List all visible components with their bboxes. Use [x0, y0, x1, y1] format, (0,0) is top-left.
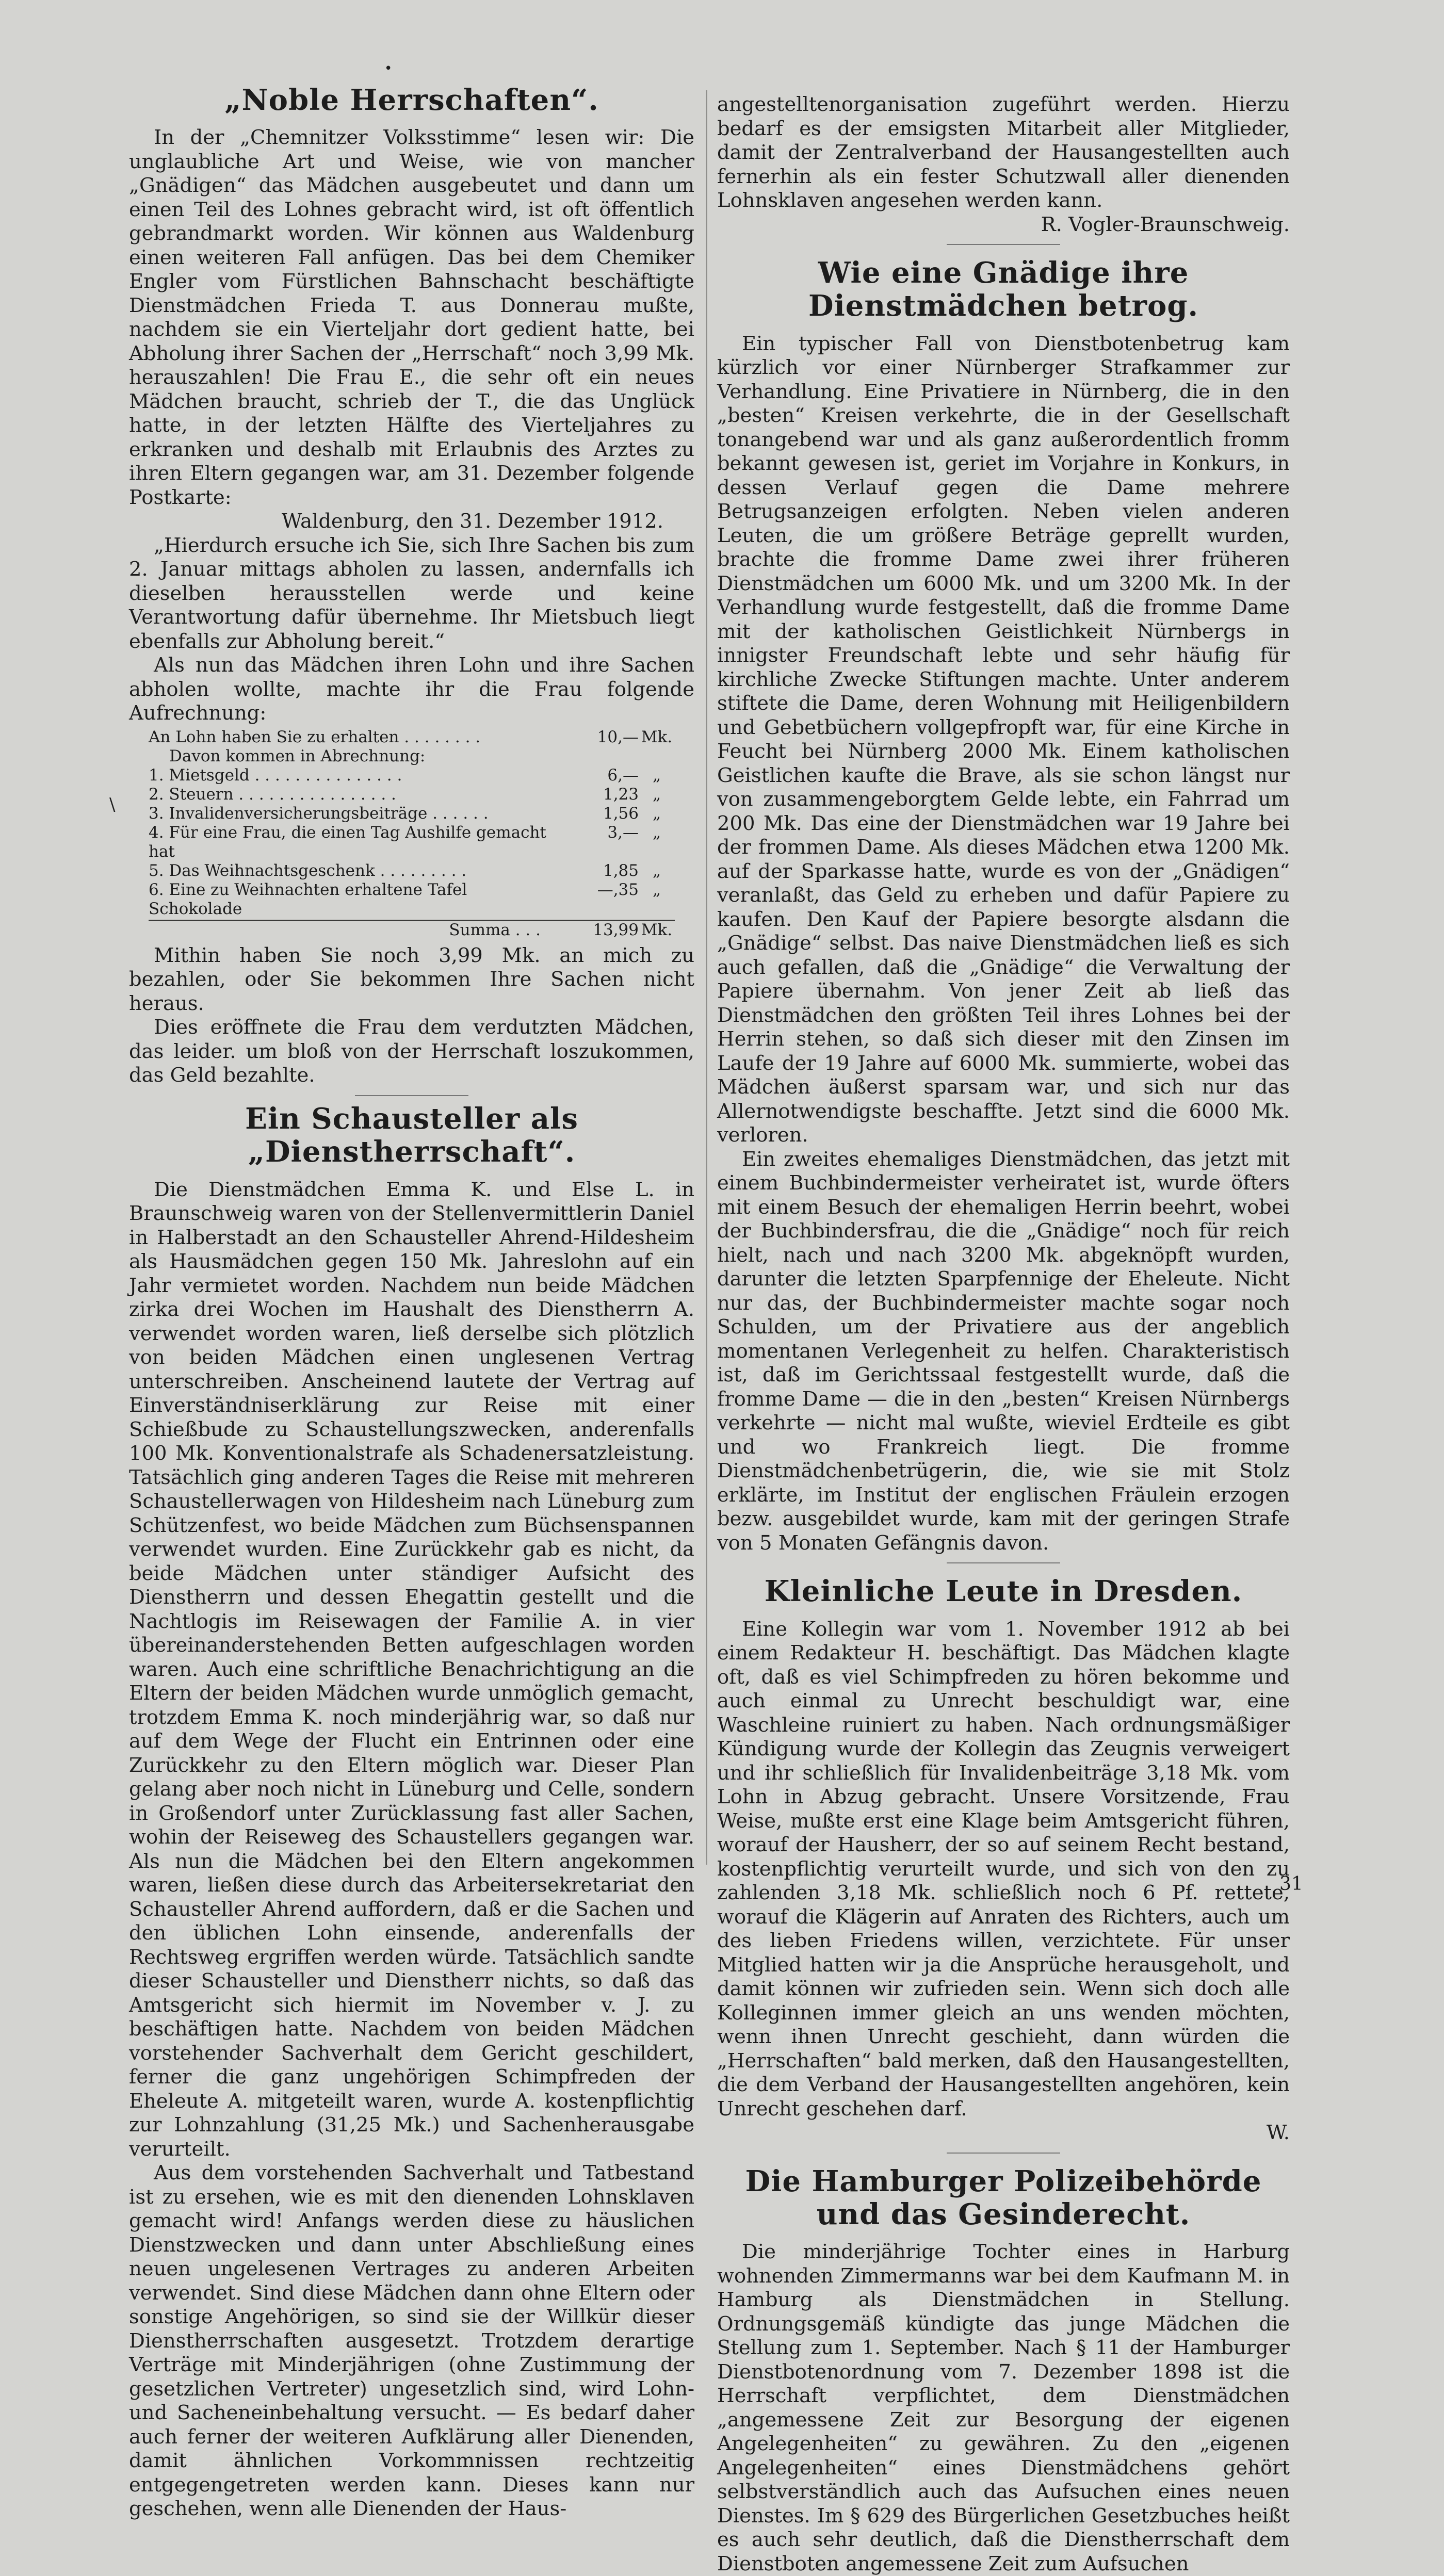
calculation-table — [149, 728, 675, 940]
article-separator — [355, 1095, 468, 1096]
article-title: Ein Schausteller als „Dienstherrschaft“. — [245, 1101, 578, 1169]
paragraph: Ein typischer Fall von Dienstbotenbetrug kam kürzlich vor einer Nürnberger Strafkammer zur Verhandlung. Eine Privatiere in Nürnberg, die in den „besten“ Kreisen verkehrte, die in der Gesellschaft tonangebend war und als ganz außerordentlich fromm bekannt gewesen ist, geriet im Vorjahre in Konkurs, in dessen Verlauf gegen die Dame mehrere Betrugsanzeigen erfolgten. Neben vielen anderen Leuten, die um größere Beträge geprellt wurden, brachte die fromme Dame zwei ihrer früheren Dienstmädchen um 6000 Mk. und um 3200 Mk. In der Verhandlung wurde festgestellt, daß die fromme Dame mit der katholischen Geistlichkeit Nürnbergs in innigster Freundschaft lebte und sehr häufig für kirchliche Zwecke Stiftungen machte. Unter anderem stiftete die Dame, deren Wohnung mit Heiligenbildern und Gebetbüchern vollgepfropft war, für eine Kirche in Feucht bei Nürnberg 2000 Mk. Einem katholischen Geistlichen kaufte die Brave, als sie schon längst nur von zusammengeborgtem Gelde lebte, ein Fahrrad um 200 Mk. Das eine der Dienstmädchen war 19 Jahre bei der frommen Dame. Als dieses Mädchen etwa 1200 Mk. auf der Sparkasse hatte, wurde es von der „Gnädigen“ veranlaßt, das Geld zu erheben und dafür Papiere zu kaufen. Den Kauf der Papiere besorgte alsdann die „Gnädige“ selbst. Das naive Dienstmädchen ließ es sich auch gefallen, daß die „Gnädige“ die Verwaltung der Papiere übernahm. Von jener Zeit ab ließ das Dienstmädchen den größten Teil ihres Lohnes bei der Herrin stehen, so daß sich dieser mit den Zinsen im Laufe der 19 Jahre auf 6000 Mk. summierte, wobei das Mädchen äußerst sparsam war, und sich nur das Allernotwendigste beschaffte. Jetzt sind die 6000 Mk. verloren. — [717, 332, 1290, 1147]
paragraph: Als nun das Mädchen ihren Lohn und ihre Sachen abholen wollte, machte ihr die Frau folgende Aufrechnung: — [129, 654, 694, 725]
table-row: An Lohn haben Sie zu erhalten . . . . . . . . 10,— Mk. — [149, 727, 673, 746]
article-hamburg — [717, 2165, 1290, 2576]
table-row: 5. Das Weihnachtsgeschenk . . . . . . . . . 1,85 „ — [149, 861, 661, 880]
author-signature: R. Vogler-Braunschweig. — [1041, 213, 1290, 236]
postcard-text: „Hierdurch ersuche ich Sie, sich Ihre Sachen bis zum 2. Januar mittags abholen zu lassen, andernfalls ich dieselben herausstellen werde und keine Verantwortung dafür übernehme. Ihr Mietsbuch liegt ebenfalls zur Abholung bereit.“ — [129, 533, 694, 653]
column-divider — [706, 90, 707, 1865]
table-row: 2. Steuern . . . . . . . . . . . . . . . . 1,23 „ — [149, 785, 661, 804]
ornament-mark: • — [384, 61, 393, 76]
table-row: 3. Invalidenversicherungsbeiträge . . . . . . 1,56 „ — [149, 804, 661, 823]
article-dresden — [717, 1575, 1290, 2145]
article-continuation — [717, 93, 1290, 237]
article-title: „Noble Herrschaften“. — [224, 83, 599, 117]
left-column — [129, 77, 694, 2521]
table-row: 6. Eine zu Weihnachten erhaltene Tafel Schokolade —,35 „ — [149, 880, 661, 918]
author-signature: W. — [1266, 2121, 1290, 2145]
paragraph: In der „Chemnitzer Volksstimme“ lesen wir: Die unglaubliche Art und Weise, wie von mancher „Gnädigen“ das Mädchen ausgebeutet und dann um einen Teil des Lohnes gebracht wird, ist oft öffentlich gebrandmarkt worden. Wir können aus Waldenburg einen weiteren Fall anfügen. Das bei dem Chemiker Engler vom Fürstlichen Bahnschacht beschäftigte Dienstmädchen Frieda T. aus Donnerau mußte, nachdem sie ein Vierteljahr dort gedient hatte, bei Abholung ihrer Sachen der „Herrschaft“ noch 3,99 Mk. herauszahlen! Die Frau E., die sehr oft ein neues Mädchen braucht, schrieb der T., die das Unglück hatte, in der letzten Hälfte des Vierteljahres zu erkranken und deshalb mit Erlaubnis des Arztes zu ihren Eltern gegangen war, am 31. Dezember folgende Postkarte: — [129, 126, 694, 509]
table-row: Davon kommen in Abrechnung: — [169, 746, 426, 765]
table-row: 1. Mietsgeld . . . . . . . . . . . . . . . 6,— „ — [149, 765, 661, 785]
article-separator — [947, 1562, 1060, 1563]
paragraph: Die minderjährige Tochter eines in Harburg wohnenden Zimmermanns war bei dem Kaufmann M. in Hamburg als Dienstmädchen in Stellung. Ordnungsgemäß kündigte das junge Mädchen die Stellung zum 1. September. Nach § 11 der Hamburger Dienstbotenordnung vom 7. Dezember 1898 ist die Herrschaft verpflichtet, dem Dienstmädchen „angemessene Zeit zur Besorgung der eigenen Angelegenheiten“ zu gewähren. Zu den „eigenen Angelegenheiten“ eines Dienstmädchens gehört selbstverständlich auch das Aufsuchen eines neuen Dienstes. Im § 629 des Bürgerlichen Gesetzbuches heißt es auch sehr deutlich, daß die Dienstherrschaft dem Dienstboten angemessene Zeit zum Aufsuchen — [717, 2240, 1290, 2575]
article-title: Wie eine Gnädige ihre Dienstmädchen betrog. — [808, 256, 1199, 323]
postcard-dateline: Waldenburg, den 31. Dezember 1912. — [281, 510, 663, 533]
article-title: Kleinliche Leute in Dresden. — [764, 1574, 1243, 1609]
article-title: Die Hamburger Polizeibehörde und das Gesinderecht. — [745, 2164, 1262, 2232]
paragraph: angestelltenorganisation zugeführt werden. Hierzu bedarf es der emsigsten Mitarbeit aller Mitglieder, damit der Zentralverband der Hausangestellten auch fernerhin als ein fester Schutzwall aller dienenden Lohnsklaven angesehen werden kann. — [717, 93, 1290, 212]
paragraph: Ein zweites ehemaliges Dienstmädchen, das jetzt mit einem Buchbindermeister verheiratet ist, wurde öfters mit einem Besuch der ehemaligen Herrin beehrt, wobei der Buchbindersfrau, die die „Gnädige“ noch für reich hielt, nach und nach 3200 Mk. abgeknöpft wurden, darunter die letzten Sparpfennige der Eheleute. Nicht nur das, der Buchbindermeister machte sogar noch Schulden, um der Privatiere aus der angeblich momentanen Verlegenheit zu helfen. Charakteristisch ist, daß im Gerichtssaal festgestellt wurde, daß die fromme Dame — die in den „besten“ Kreisen Nürnbergs verkehrte — nicht mal wußte, wieviel Erdteile es gibt und wo Frankreich liegt. Die fromme Dienstmädchenbetrügerin, die, wie sie mit Stolz erklärte, im Institut der englischen Fräulein erzogen bezw. ausgebildet wurde, kam mit der geringen Strafe von 5 Monaten Gefängnis davon. — [717, 1147, 1290, 1555]
paragraph: Eine Kollegin war vom 1. November 1912 ab bei einem Redakteur H. beschäftigt. Das Mädchen klagte oft, daß es viel Schimpfreden zu hören bekomme und auch einmal zu Unrecht beschuldigt war, eine Waschleine ruiniert zu haben. Nach ordnungsmäßiger Kündigung wurde der Kollegin das Zeugnis verweigert und ihr schließlich für Invalidenbeiträge 3,18 Mk. vom Lohn in Abzug gebracht. Unsere Vorsitzende, Frau Weise, mußte erst eine Klage beim Amtsgericht führen, worauf der Hausherr, der so auf seinem Recht bestand, kostenpflichtig verurteilt wurde, und sich von den zu zahlenden 3,18 Mk. schließlich noch 6 Pf. rettete, worauf die Klägerin auf Anraten des Richters, auch um des lieben Friedens willen, verzichtete. Für unser Mitglied hatten wir ja die Ansprüche herausgeholt, und damit können wir zufrieden sein. Wenn sich doch alle Kolleginnen immer gleich an uns wenden möchten, wenn ihnen Unrecht geschieht, dann würden die „Herrschaften“ bald merken, daß den Hausangestellten, die dem Verband der Hausangestellten angehören, kein Unrecht geschehen darf. — [717, 1617, 1290, 2121]
article-separator — [947, 2153, 1060, 2154]
paragraph: Mithin haben Sie noch 3,99 Mk. an mich zu bezahlen, oder Sie bekommen Ihre Sachen nicht heraus. — [129, 943, 694, 1015]
paragraph: Aus dem vorstehenden Sachverhalt und Tatbestand ist zu ersehen, wie es mit den dienenden Lohnsklaven gemacht wird! Anfangs werden diese zu häuslichen Dienstzwecken und dann unter Abschließung eines neuen ungelesenen Vertrages zu anderen Arbeiten verwendet. Sind diese Mädchen dann ohne Eltern oder sonstige Angehörigen, so sind sie der Willkür dieser Dienstherrschaften ausgesetzt. Trotzdem derartige Verträge mit Minderjährigen (ohne Zustimmung der gesetzlichen Vertreter) ungesetzlich sind, wird Lohn- und Sacheneinbehaltung versucht. — Es bedarf daher auch ferner der weiteren Aufklärung aller Dienenden, damit ähnlichen Vorkommnissen rechtzeitig entgegengetreten werden kann. Dieses kann nur geschehen, wenn alle Dienenden der Haus- — [129, 2161, 694, 2521]
table-row: 4. Für eine Frau, die einen Tag Aushilfe gemacht hat 3,— „ — [149, 823, 661, 861]
article-noble-herrschaften — [129, 84, 694, 1088]
right-column — [717, 93, 1290, 2576]
article-gnaedige — [717, 256, 1290, 1555]
table-sum-row: Summa . . . 13,99 Mk. — [149, 920, 675, 940]
article-separator — [947, 244, 1060, 245]
page-number: 31 — [1279, 1873, 1303, 1895]
paragraph: Die Dienstmädchen Emma K. und Else L. in Braunschweig waren von der Stellenvermittlerin Daniel in Halberstadt an den Schausteller Ahrend-Hildesheim als Hausmädchen gegen 150 Mk. Jahreslohn auf ein Jahr vermietet worden. Nachdem nun beide Mädchen zirka drei Wochen im Haushalt des Dienstherrn A. verwendet worden waren, ließ derselbe sich plötzlich von beiden Mädchen einen unglesenen Vertrag unterschreiben. Anscheinend lautete der Vertrag auf Einverständniserklärung zur Reise mit einer Schießbude zu Schaustellungszwecken, anderenfalls 100 Mk. Konventionalstrafe als Schadenersatzleistung. Tatsächlich ging anderen Tages die Reise mit mehreren Schaustellerwagen von Hildesheim nach Lüneburg zum Schützenfest, wo beide Mädchen zum Büchsenspannen verwendet wurden. Eine Zurückkehr gab es nicht, da beide Mädchen unter ständiger Aufsicht des Dienstherrn und dessen Ehegattin gestellt und die Nachtlogis im Reisewagen der Familie A. in vier übereinanderstehenden Betten aufgeschlagen worden waren. Auch eine schriftliche Benachrichtigung an die Eltern der beiden Mädchen wurde unmöglich gemacht, trotzdem Emma K. noch minderjährig war, so daß nur auf dem Wege der Flucht ein Entrinnen oder eine Zurückkehr zu den Eltern möglich war. Dieser Plan gelang aber noch nicht in Lüneburg und Celle, sondern in Großendorf unter Zurücklassung fast aller Sachen, wohin der Reiseweg des Schaustellers gegangen war. Als nun die Mädchen bei den Eltern angekommen waren, ließen diese durch das Arbeitersekretariat den Schausteller Ahrend auffordern, daß er die Sachen und den üblichen Lohn einsende, anderenfalls der Rechtsweg ergriffen werden würde. Tatsächlich sandte dieser Schausteller und Dienstherr nichts, so daß das Amtsgericht sich hiermit im November v. J. zu beschäftigen hatte. Nachdem von beiden Mädchen vorstehender Sachverhalt dem Gericht geschildert, ferner die ganz ungehörigen Schimpfreden der Eheleute A. mitgeteilt waren, wurde A. kostenpflichtig zur Lohnzahlung (31,25 Mk.) und Sachenherausgabe verurteilt. — [129, 1178, 694, 2161]
paragraph: Dies eröffnete die Frau dem verdutzten Mädchen, das leider. um bloß von der Herrschaft loszukommen, das Geld bezahlte. — [129, 1016, 694, 1087]
margin-mark: \ — [109, 794, 116, 815]
article-schausteller — [129, 1102, 694, 2521]
